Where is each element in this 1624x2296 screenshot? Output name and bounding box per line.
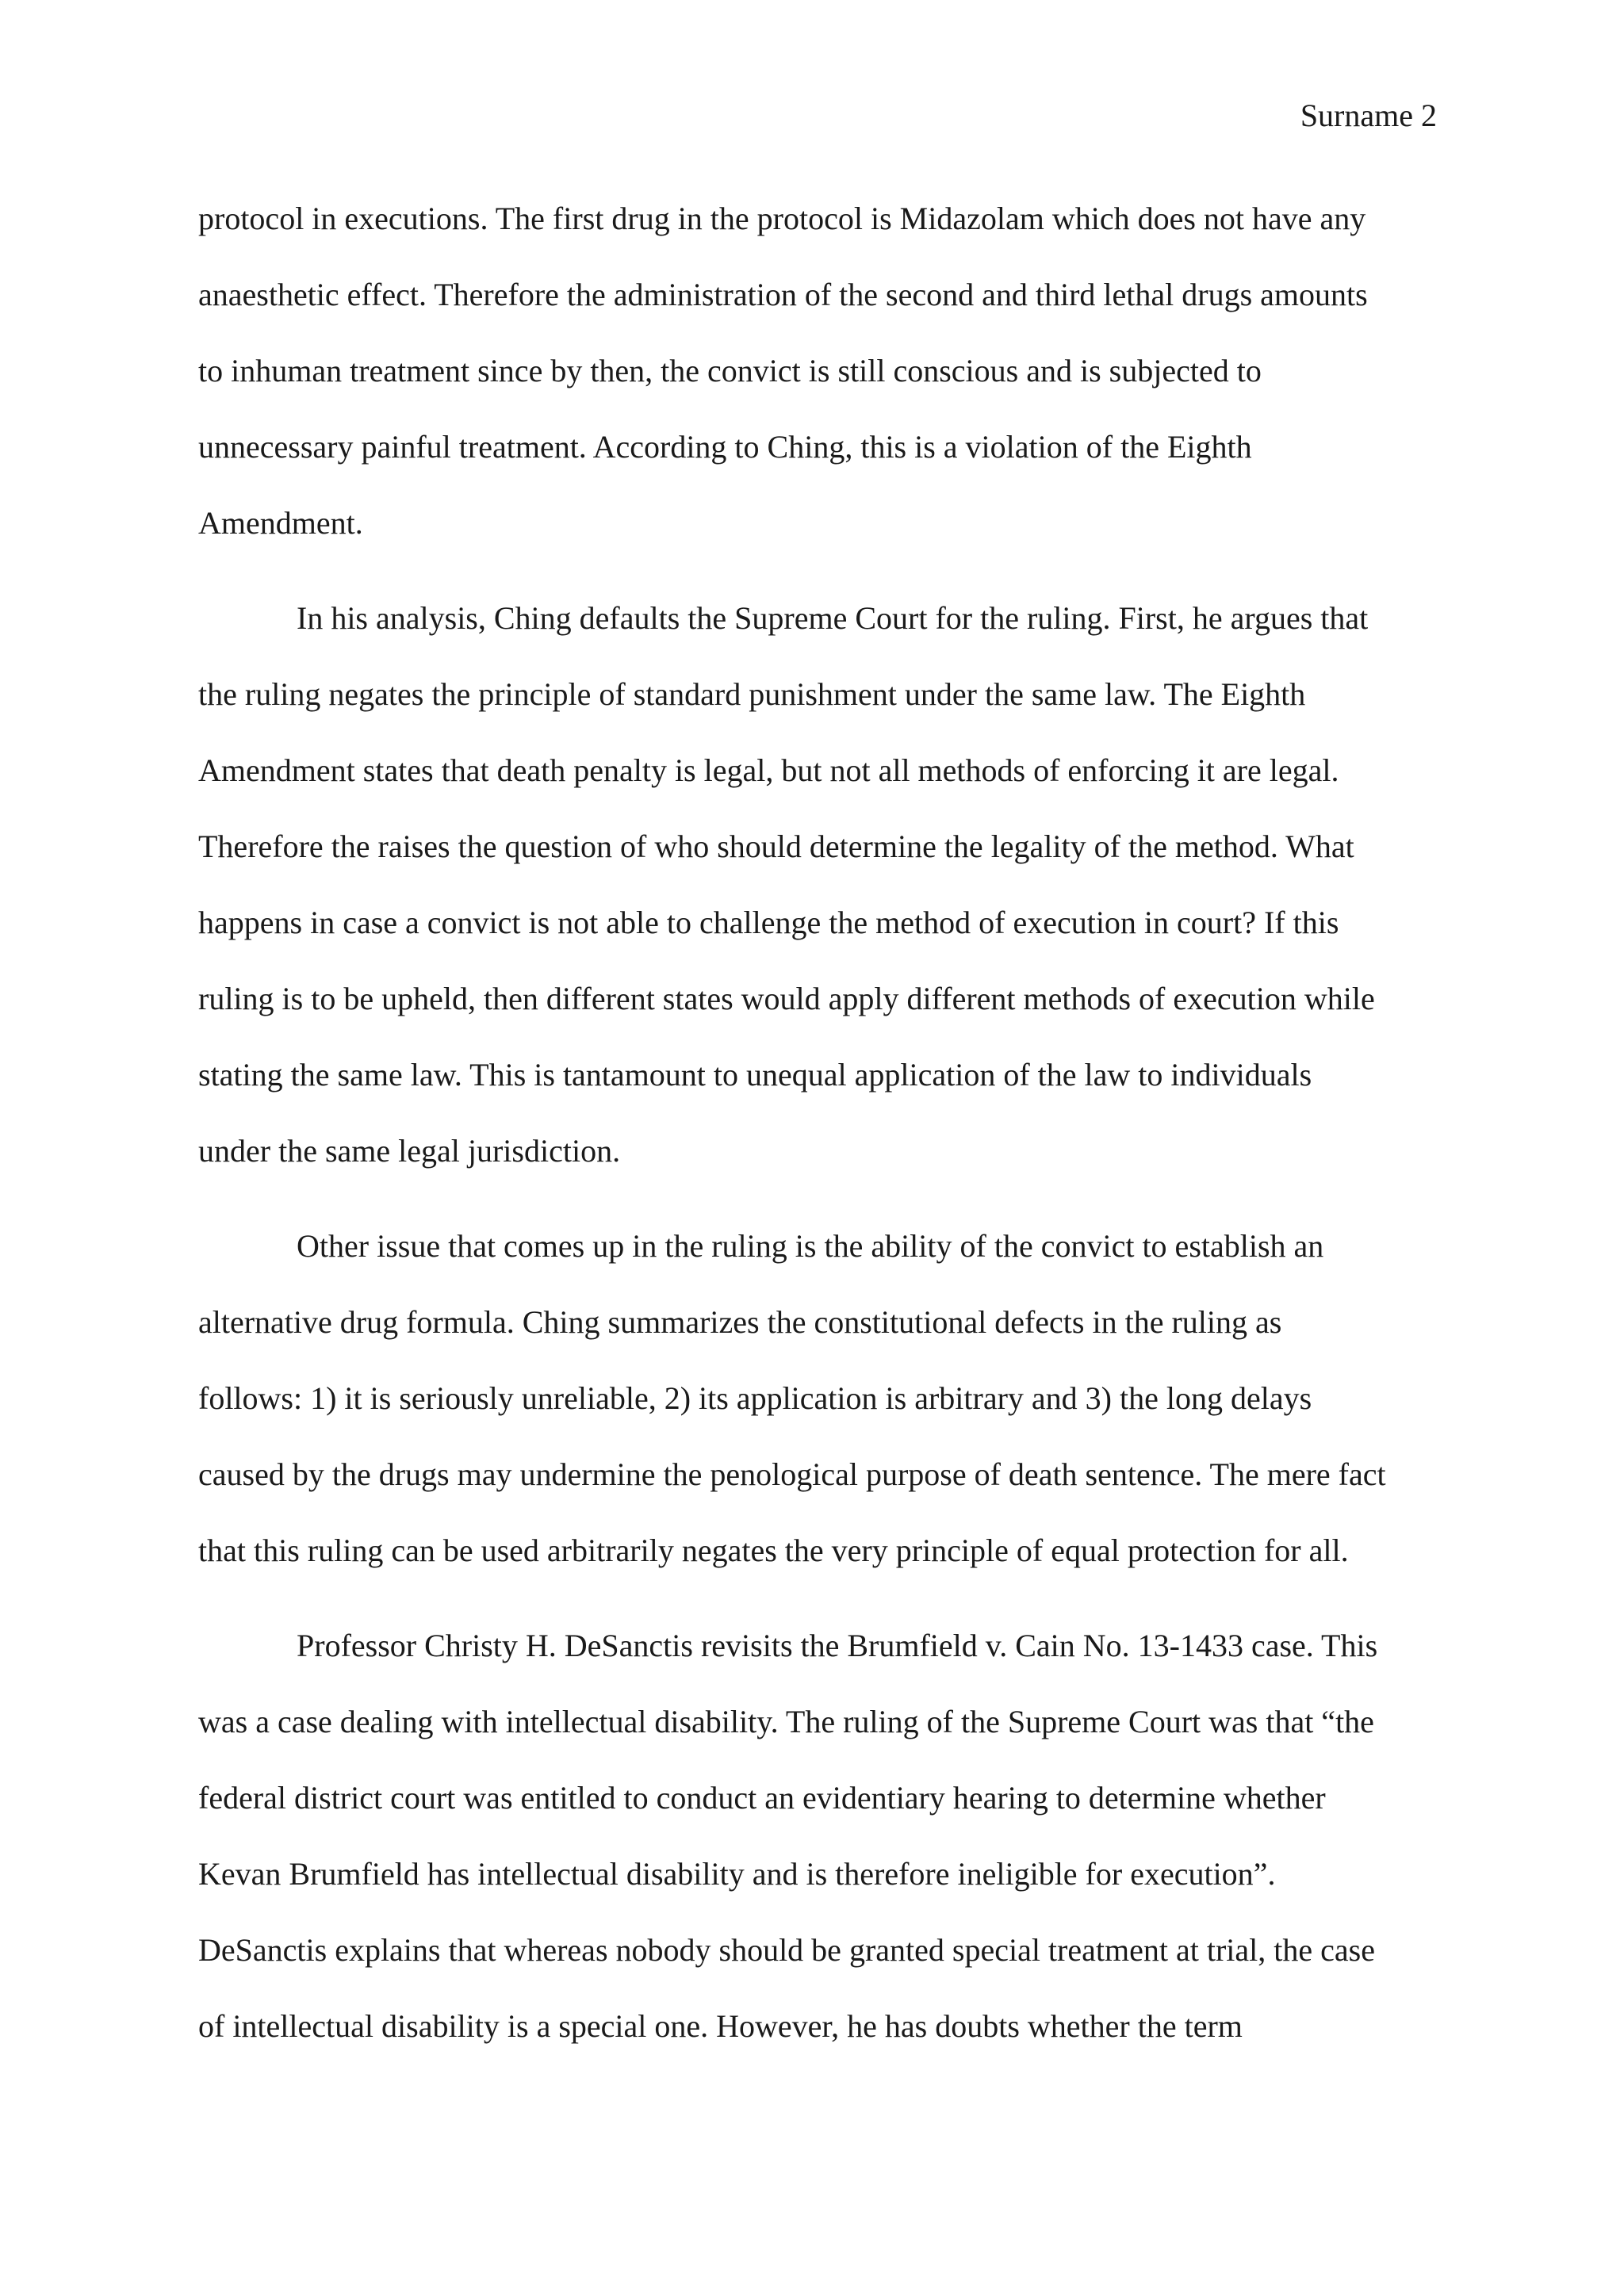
body-line: federal district court was entitled to conduct an evidentiary hearing to determine whether [198,1780,1326,1816]
body-line: Kevan Brumfield has intellectual disability and is therefore ineligible for execution”. [198,1856,1276,1892]
body-line: the ruling negates the principle of standard punishment under the same law. The Eighth [198,676,1306,712]
body-line: was a case dealing with intellectual disability. The ruling of the Supreme Court was that “the [198,1704,1374,1739]
running-head: Surname 2 [1300,98,1437,133]
body-line: of intellectual disability is a special one. However, he has doubts whether the term [198,2008,1243,2044]
body-line: Therefore the raises the question of who should determine the legality of the method. What [198,828,1354,864]
body-line: DeSanctis explains that whereas nobody should be granted special treatment at trial, the case [198,1932,1375,1968]
paragraph-first-line: In his analysis, Ching defaults the Supreme Court for the ruling. First, he argues that [297,600,1369,636]
body-line: follows: 1) it is seriously unreliable, 2) its application is arbitrary and 3) the long delays [198,1380,1312,1416]
body-line: stating the same law. This is tantamount to unequal application of the law to individuals [198,1057,1312,1093]
body-line: caused by the drugs may undermine the penological purpose of death sentence. The mere fact [198,1456,1386,1492]
paragraph-first-line: Professor Christy H. DeSanctis revisits the Brumfield v. Cain No. 13-1433 case. This [297,1628,1378,1663]
body-line: happens in case a convict is not able to challenge the method of execution in court? If this [198,905,1339,940]
body-line: that this ruling can be used arbitrarily negates the very principle of equal protection for all. [198,1533,1349,1568]
body-line: unnecessary painful treatment. According to Ching, this is a violation of the Eighth [198,429,1252,465]
paragraph-first-line: Other issue that comes up in the ruling is the ability of the convict to establish an [297,1228,1324,1264]
body-line: Amendment states that death penalty is legal, but not all methods of enforcing it are legal. [198,752,1339,788]
body-line: to inhuman treatment since by then, the convict is still conscious and is subjected to [198,353,1262,388]
body-line: anaesthetic effect. Therefore the administration of the second and third lethal drugs amounts [198,277,1368,312]
body-line: ruling is to be upheld, then different states would apply different methods of execution while [198,981,1375,1016]
body-line: under the same legal jurisdiction. [198,1133,621,1169]
body-line: alternative drug formula. Ching summarizes the constitutional defects in the ruling as [198,1304,1282,1340]
body-line: Amendment. [198,505,363,541]
body-line: protocol in executions. The first drug in the protocol is Midazolam which does not have any [198,201,1366,236]
